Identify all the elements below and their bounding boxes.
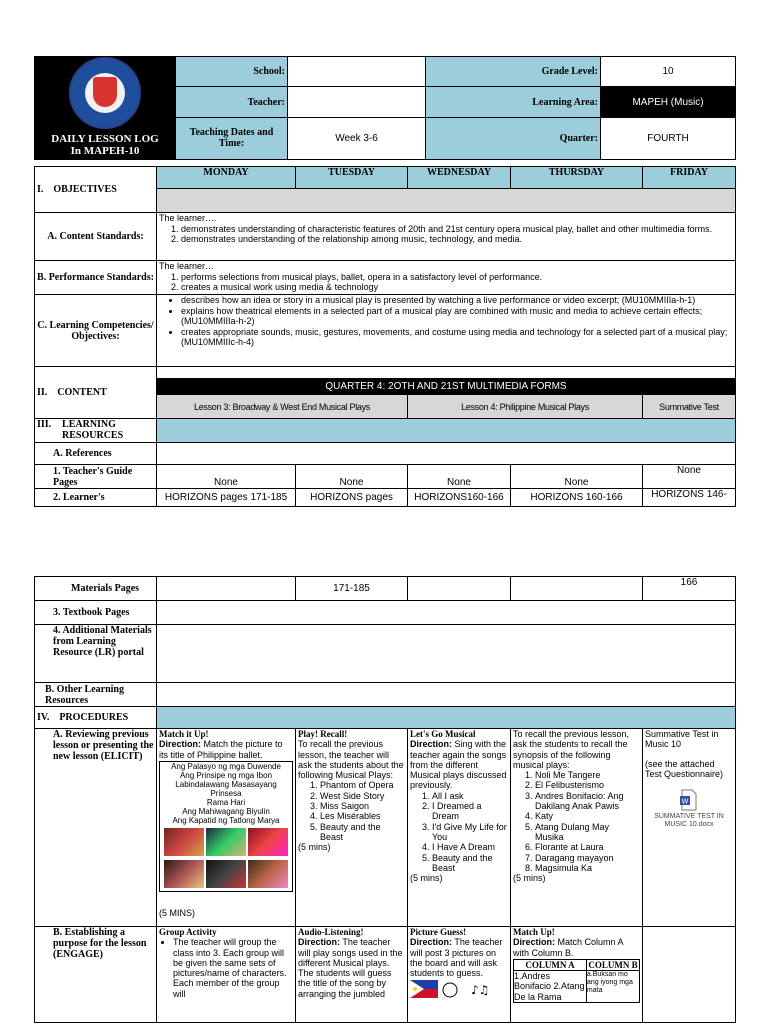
philippine-flag-icon — [410, 980, 438, 998]
grade-label: Grade Level: — [426, 57, 601, 87]
match-it-up-title: Match it Up! — [159, 729, 209, 739]
ballet-photo — [164, 828, 204, 856]
play-item: 3. Andres Bonifacio: Ang Dakilang Anak Pawis — [535, 791, 640, 812]
tg-friday: None — [643, 465, 736, 489]
procedure-a-friday — [643, 729, 736, 927]
content-standards-text — [157, 213, 736, 261]
tg-thursday: None — [511, 465, 643, 489]
textbook-value — [157, 601, 736, 625]
content-standards-label: A. Content Standards: — [35, 213, 157, 261]
procedure-b-wednesday: Picture Guess! Direction: The teacher will post 3 pictures on the board and will ask students to guess. ♪♫ — [408, 927, 511, 1023]
time-note: (5 mins) — [410, 873, 443, 884]
time-note: (5 MINS) — [159, 907, 195, 918]
time-note: (5 mins) — [298, 842, 331, 853]
ballet-title: Ang Kapatid ng Tatlong Marya — [172, 815, 280, 825]
lesson3-title: Lesson 3: Broadway & West End Musical Plays — [157, 395, 408, 419]
dates-value: Week 3-6 — [288, 117, 426, 159]
performance-standards-label: B. Performance Standards: — [35, 261, 157, 295]
musical-item: 1. Phantom of Opera — [320, 780, 405, 790]
day-friday: FRIDAY — [643, 167, 736, 189]
performance-item: 1. performs selections from musical plays, ballet, opera in a satisfactory level of performance. — [181, 272, 733, 283]
ballet-title: Rama Hari — [206, 797, 246, 807]
day-monday: MONDAY — [157, 167, 296, 189]
resources-heading: III. LEARNING RESOURCES — [35, 419, 157, 443]
procedure-b-friday — [643, 927, 736, 1023]
musical-item: 5. Beauty and the Beast — [320, 822, 405, 843]
column-b-header: COLUMN B — [588, 959, 638, 970]
musical-item: 3. Miss Saigon — [320, 801, 405, 811]
lets-go-musical-title: Let's Go Musical — [410, 729, 476, 739]
day-wednesday: WEDNESDAY — [408, 167, 511, 189]
objectives-heading: I. OBJECTIVES — [35, 167, 157, 213]
competencies-label: C. Learning Competencies/ Objectives: — [35, 295, 157, 367]
performance-item: 2. creates a musical work using media & technology — [181, 282, 733, 293]
teacher-value — [288, 87, 426, 117]
content-intro: The learner…. — [159, 213, 217, 223]
procedure-a-tuesday — [296, 729, 408, 927]
musical-item: 2. West Side Story — [320, 791, 405, 801]
lm-thursday: HORIZONS 160-166 — [511, 489, 643, 507]
additional-label: 4. Additional Materials from Learning Resource (LR) portal — [35, 625, 157, 683]
play-item: 4. Katy — [535, 811, 640, 821]
ballet-photo — [164, 860, 204, 888]
ballet-photo — [248, 828, 288, 856]
lm-friday: HORIZONS 146- — [643, 489, 736, 507]
procedure-b-label: B. Establishing a purpose for the lesson (ENGAGE) — [35, 927, 157, 1023]
title-line1: DAILY LESSON LOG — [51, 133, 159, 145]
references-value — [157, 443, 736, 465]
tg-wednesday: None — [408, 465, 511, 489]
file-caption: SUMMATIVE TEST IN MUSIC 10.docx — [654, 813, 724, 829]
lesson-log-table — [34, 166, 736, 507]
tg-label: 1. Teacher's Guide Pages — [35, 465, 157, 489]
lesson-log-table-cont — [34, 576, 736, 1023]
lm-label-cont: Materials Pages — [35, 577, 157, 601]
tg-tuesday: None — [296, 465, 408, 489]
ballet-title: Ang Mahiwagang Biyulin — [182, 806, 270, 816]
lm-cont-wednesday — [408, 577, 511, 601]
procedure-b-tuesday: Audio-Listening! Direction: The teacher will play songs used in the different Musical plays. The students will guess the title of the song by arranging the jumbled — [296, 927, 408, 1023]
lm-cont-friday: 166 — [643, 577, 736, 601]
procedure-a-label: A. Reviewing previous lesson or presenting the new lesson (ELICIT) — [35, 729, 157, 927]
other-resources-value — [157, 683, 736, 707]
quarter-title: QUARTER 4: 2OTH AND 21ST MULTIMEDIA FORMS — [157, 379, 736, 395]
audio-listening-title: Audio-Listening! — [298, 927, 364, 937]
time-note: (5 mins) — [513, 873, 546, 884]
svg-text:♪♫: ♪♫ — [470, 983, 489, 998]
content-item: 2. demonstrates understanding of the relationship among music, technology, and media. — [181, 234, 733, 245]
procedure-b-monday — [157, 927, 296, 1023]
lesson4-title: Lesson 4: Philippine Musical Plays — [408, 395, 643, 419]
quarter-label: Quarter: — [426, 117, 601, 159]
lm-cont-monday — [157, 577, 296, 601]
column-a-header: COLUMN A — [514, 960, 586, 971]
play-item: 1. Noli Me Tangere — [535, 770, 640, 780]
performance-standards-text — [157, 261, 736, 295]
summative-attachment-note: (see the attached Test Questionnaire) — [645, 758, 724, 779]
lm-cont-tuesday: 171-185 — [296, 577, 408, 601]
song-item: 1. All I ask — [432, 791, 508, 801]
procedures-heading: IV. PROCEDURES — [35, 707, 157, 729]
guess-pictures — [410, 980, 508, 1000]
picture-guess-title: Picture Guess! — [410, 927, 467, 937]
music-notes-icon — [441, 980, 491, 998]
ballet-photo — [206, 860, 246, 888]
deped-seal-icon — [69, 57, 141, 129]
area-value: MAPEH (Music) — [601, 87, 736, 117]
column-a-items: 1.Andres Bonifacio 2.Atang De la Rama — [514, 971, 585, 1002]
performance-intro: The learner… — [159, 261, 215, 271]
tg-monday: None — [157, 465, 296, 489]
day-thursday: THURSDAY — [511, 167, 643, 189]
competencies-text — [157, 295, 736, 367]
summative-note: Summative Test in Music 10 — [645, 729, 719, 750]
procedure-a-monday: Match it Up! Direction: Match the picture to its title of Philippine ballet. Ang Palasyo ng mga Duwende Ang Prinsipe ng mga Ibon Labindalawang Masasayang Prinsesa Rama Hari Ang Mahiwagang Biyulin Ang Kapatid ng Tatlong Marya (5 MINS) — [157, 729, 296, 927]
title-line2: In MAPEH-10 — [70, 145, 140, 157]
word-file-attachment[interactable] — [645, 789, 733, 829]
area-label: Learning Area: — [426, 87, 601, 117]
play-recall-title: Play! Recall! — [298, 729, 348, 739]
song-item: 3. I'd Give My Life for You — [432, 822, 508, 843]
ballet-title: Ang Prinsipe ng mga Ibon — [179, 770, 273, 780]
resources-band — [157, 419, 736, 443]
play-item: 8. Magsimula Ka — [535, 863, 640, 873]
content-item: 1. demonstrates understanding of characteristic features of 20th and 21st century opera musical play, ballet and other multimedia forms. — [181, 224, 733, 235]
svg-text:W: W — [681, 797, 689, 806]
ballet-title: Ang Palasyo ng mga Duwende — [171, 761, 281, 771]
procedure-a-wednesday: Let's Go Musical Direction: Sing with the teacher again the songs from the different Musical plays discussed previously. 1. All I ask 2. I Dreamed a Dream 3. I'd Give My Life for You 4. I Have A Dream 5. Beauty and the Beast (5 mins) — [408, 729, 511, 927]
song-item: 5. Beauty and the Beast — [432, 853, 508, 874]
match-up-title: Match Up! — [513, 927, 555, 937]
procedures-band — [157, 707, 736, 729]
ballet-titles-box — [159, 761, 293, 892]
additional-value — [157, 625, 736, 683]
procedure-b-thursday: Match Up! Direction: Match Column A with Column B. COLUMN A 1.Andres Bonifacio 2.Atang De la Rama COLUMN B a.Buksan mo ang iyong mga mata — [511, 927, 643, 1023]
ballet-photo — [248, 860, 288, 888]
teacher-label: Teacher: — [176, 87, 288, 117]
play-recall-text: To recall the previous lesson, the teacher will ask the students about the following Musical Plays: — [298, 739, 404, 781]
textbook-label: 3. Textbook Pages — [35, 601, 157, 625]
word-document-icon — [679, 789, 699, 811]
ballet-photo — [206, 828, 246, 856]
column-b-items: a.Buksan mo ang iyong mga mata — [586, 971, 633, 995]
quarter-value: FOURTH — [601, 117, 736, 159]
day-tuesday: TUESDAY — [296, 167, 408, 189]
song-item: 2. I Dreamed a Dream — [432, 801, 508, 822]
lm-label: 2. Learner's — [35, 489, 157, 507]
lm-monday: HORIZONS pages 171-185 — [157, 489, 296, 507]
song-item: 4. I Have A Dream — [432, 842, 508, 852]
group-activity-title: Group Activity — [159, 927, 217, 937]
play-item: 2. El Felibusterismo — [535, 780, 640, 790]
references-label: A. References — [35, 443, 157, 465]
group-activity-text: • The teacher will group the class into 3. Each group will be given the same sets of pictures/name of characters. Each member of the group will — [173, 937, 293, 999]
musical-item: 4. Les Misérables — [320, 811, 405, 821]
grade-value: 10 — [601, 57, 736, 87]
content-spacer — [157, 367, 736, 379]
lm-tuesday: HORIZONS pages — [296, 489, 408, 507]
lm-wednesday: HORIZONS160-166 — [408, 489, 511, 507]
ballet-photos — [160, 827, 292, 891]
logo-cell — [35, 57, 176, 160]
other-resources-label: B. Other Learning Resources — [35, 683, 157, 707]
dates-label: Teaching Dates and Time: — [176, 117, 288, 159]
content-heading: II. CONTENT — [35, 367, 157, 419]
ballet-title: Labindalawang Masasayang Prinsesa — [175, 779, 277, 798]
competency-item: • creates appropriate sounds, music, gestures, movements, and costume using media and technology for a selected part of a musical play; (MU10MMIIIc-h-4) — [181, 327, 733, 348]
header-table — [34, 56, 736, 160]
competency-item: • explains how theatrical elements in a selected part of a musical play are combined with music and media to achieve certain effects; (MU10MMIIIa-h-2) — [181, 306, 733, 327]
procedure-a-thursday — [511, 729, 643, 927]
recall-text: To recall the previous lesson, ask the students to recall the synopsis of the following musical plays: — [513, 729, 630, 770]
match-columns — [513, 959, 640, 1003]
competency-item: • describes how an idea or story in a musical play is presented by watching a live performance or video excerpt; (MU10MMIIIa-h-1) — [181, 295, 733, 306]
play-item: 5. Atang Dulang May Musika — [535, 822, 640, 843]
play-item: 6. Florante at Laura — [535, 842, 640, 852]
school-label: School: — [176, 57, 288, 87]
school-value — [288, 57, 426, 87]
summative-title: Summative Test — [643, 395, 736, 419]
lm-cont-thursday — [511, 577, 643, 601]
objectives-grey-band — [157, 189, 736, 213]
play-item: 7. Daragang mayayon — [535, 853, 640, 863]
